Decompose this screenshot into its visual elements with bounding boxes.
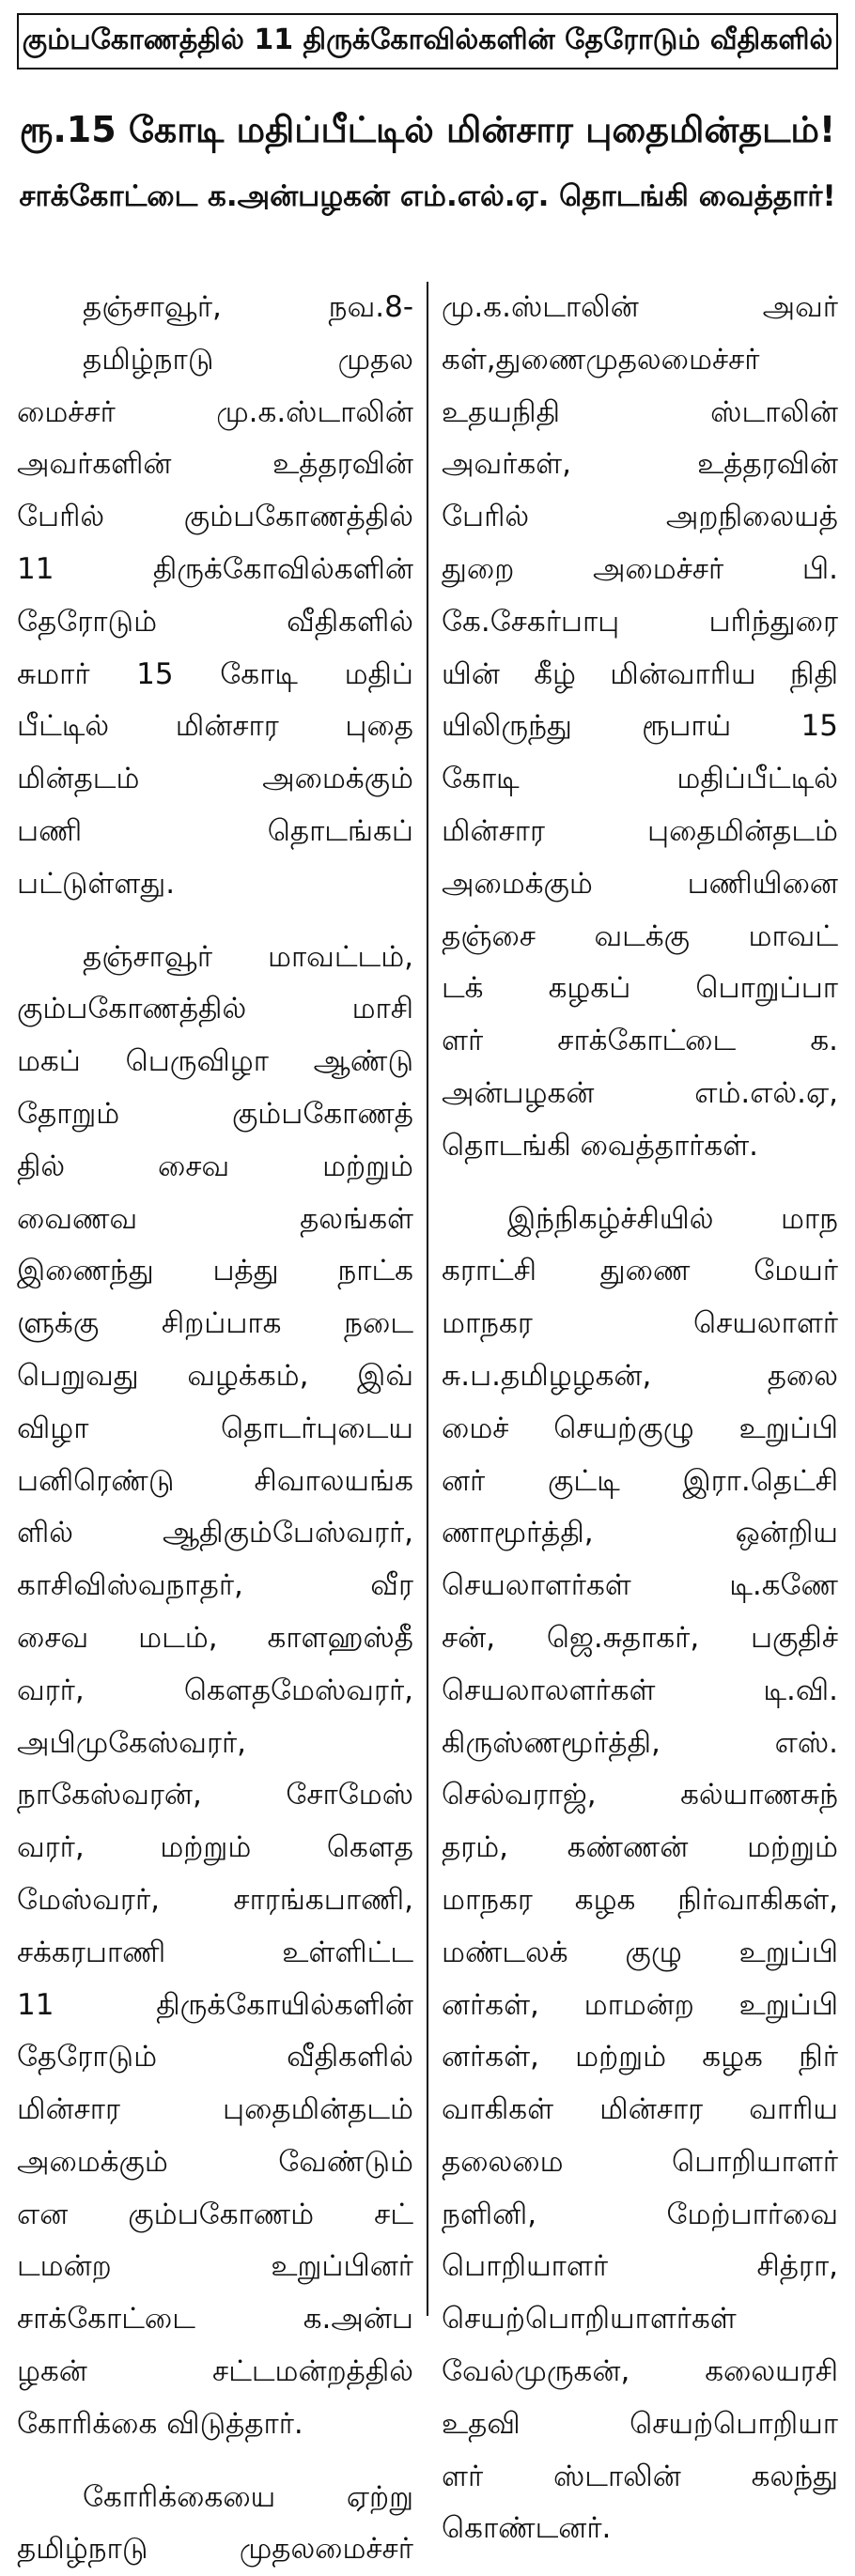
text-line: கொண்டனர். <box>442 2511 612 2546</box>
text-line: மண்டலக் குழு உறுப்பி <box>442 1935 838 1969</box>
text-line: உதவி செயற்பொறியா <box>442 2406 838 2441</box>
text-line: இணைந்து பத்து நாட்க <box>17 1254 413 1288</box>
text-line: நாகேஸ்வரன், சோமேஸ் <box>17 1778 413 1812</box>
text-line: தேரோடும் வீதிகளில் <box>17 2040 413 2075</box>
text-line: அமைக்கும் வேண்டும் <box>17 2144 413 2179</box>
text-line: ணாமூர்த்தி, ஒன்றிய <box>442 1516 838 1550</box>
paragraph-gap <box>17 2451 413 2472</box>
headline: ரூ.15 கோடி மதிப்பீட்டில் மின்சார புதைமின்தடம்! <box>19 109 836 150</box>
text-line: மேஸ்வரர், சாரங்கபாணி, <box>17 1882 413 1917</box>
text-line: சாக்கோட்டை க.அன்ப <box>17 2302 413 2337</box>
text-line: கும்பகோணத்தில் மாசி <box>17 992 413 1026</box>
text-line: அன்பழகன் எம்.எல்.ஏ, <box>442 1075 838 1110</box>
text-line: யின் கீழ் மின்வாரிய நிதி <box>442 656 838 691</box>
kicker-text: கும்பகோணத்தில் 11 திருக்கோவில்களின் தேரோடும் வீதிகளில் <box>22 23 833 56</box>
text-line: செல்வராஜ், கல்யாணசுந் <box>442 1778 838 1812</box>
text-line: வரர், மற்றும் கௌத <box>17 1830 413 1865</box>
text-line: தேரோடும் வீதிகளில் <box>17 604 413 639</box>
text-line: பட்டுள்ளது. <box>17 866 176 901</box>
text-line: செயலாளர்கள் டி.கணே <box>442 1568 838 1603</box>
text-line: என கும்பகோணம் சட் <box>17 2197 413 2231</box>
text-line: பொறியாளர் சித்ரா, <box>442 2249 838 2284</box>
text-line: செயற்பொறியாளர்கள் <box>442 2302 737 2337</box>
text-line: செயலாலளர்கள் டி.வி. <box>442 1673 838 1707</box>
text-line: கோடி மதிப்பீட்டில் <box>442 762 838 796</box>
paragraph-gap <box>17 911 413 932</box>
text-line: மு.க.ஸ்டாலின் அவர் <box>442 290 838 324</box>
text-line: இந்நிகழ்ச்சியில் மாந <box>507 1201 838 1236</box>
text-line: கள்,துணைமுதலமைச்சர் <box>442 342 760 377</box>
text-line: ளர் சாக்கோட்டை க. <box>442 1024 838 1058</box>
text-line: மாநகர கழக நிர்வாகிகள், <box>442 1882 838 1917</box>
text-line: தரம், கண்ணன் மற்றும் <box>442 1830 838 1865</box>
text-line: பனிரெண்டு சிவாலயங்க <box>17 1463 413 1498</box>
text-line: னர் குட்டி இரா.தெட்சி <box>442 1463 838 1498</box>
text-line: விழா தொடர்புடைய <box>17 1411 413 1445</box>
kicker-box <box>17 13 838 69</box>
text-line: அமைக்கும் பணியினை <box>442 866 838 901</box>
text-line: மின்தடம் அமைக்கும் <box>17 762 413 796</box>
text-line: மைச்சர் மு.க.ஸ்டாலின் <box>17 394 413 429</box>
text-line: சுமார் 15 கோடி மதிப் <box>17 656 413 691</box>
text-line: வரர், கௌதமேஸ்வரர், <box>17 1673 413 1707</box>
text-line: ளர் ஸ்டாலின் கலந்து <box>442 2459 838 2493</box>
text-line: தஞ்சாவூர், நவ.8- <box>83 290 413 324</box>
text-line: கராட்சி துணை மேயர் <box>442 1254 838 1288</box>
text-line: வேல்முருகன், கலையரசி <box>442 2354 838 2389</box>
text-line: மின்சார புதைமின்தடம் <box>442 813 838 848</box>
text-line: ழகன் சட்டமன்றத்தில் <box>17 2354 413 2389</box>
text-line: மகப் பெருவிழா ஆண்டு <box>17 1044 413 1079</box>
text-line: கோரிக்கை விடுத்தார். <box>17 2406 303 2441</box>
text-line: தமிழ்நாடு முதலமைச்சர் <box>17 2532 413 2567</box>
left-column <box>17 282 427 2567</box>
text-line: 11 திருக்கோவில்களின் <box>17 551 413 586</box>
text-line: சக்கரபாணி உள்ளிட்ட <box>17 1935 413 1969</box>
text-line: டக் கழகப் பொறுப்பா <box>442 971 838 1006</box>
text-line: பேரில் அறநிலையத் <box>442 500 838 534</box>
text-line: தொடங்கி வைத்தார்கள். <box>442 1128 759 1163</box>
text-line: தஞ்சாவூர் மாவட்டம், <box>83 939 413 974</box>
text-line: தஞ்சை வடக்கு மாவட் <box>442 918 838 953</box>
text-line: வைணவ தலங்கள் <box>17 1201 413 1236</box>
text-line: நளினி, மேற்பார்வை <box>442 2197 838 2231</box>
text-line: னர்கள், மாமன்ற உறுப்பி <box>442 1987 838 2022</box>
text-line: மைச் செயற்குழு உறுப்பி <box>442 1411 838 1445</box>
text-line: கிருஸ்ணமூர்த்தி, எஸ். <box>442 1725 838 1760</box>
text-line: தலைமை பொறியாளர் <box>442 2144 838 2179</box>
article-body <box>17 282 838 2567</box>
text-line: அவர்கள், உத்தரவின் <box>442 447 838 482</box>
text-line: மின்சார புதைமின்தடம் <box>17 2092 413 2127</box>
text-line: பேரில் கும்பகோணத்தில் <box>17 500 413 534</box>
text-line: டமன்ற உறுப்பினர் <box>17 2249 413 2284</box>
text-line: பெறுவது வழக்கம், இவ் <box>17 1358 413 1393</box>
text-line: யிலிருந்து ரூபாய் 15 <box>442 709 838 744</box>
text-line: அவர்களின் உத்தரவின் <box>17 447 413 482</box>
text-line: கோரிக்கையை ஏற்று <box>83 2479 413 2514</box>
text-line: ளுக்கு சிறப்பாக நடை <box>17 1306 413 1341</box>
text-line: தோறும் கும்பகோணத் <box>17 1096 413 1131</box>
text-line: காசிவிஸ்வநாதர், வீர <box>17 1568 413 1603</box>
text-line: தமிழ்நாடு முதல <box>83 342 413 377</box>
text-line: உதயநிதி ஸ்டாலின் <box>442 394 838 429</box>
text-line: மாநகர செயலாளர் <box>442 1306 838 1341</box>
right-column <box>428 282 838 2546</box>
text-line: 11 திருக்கோயில்களின் <box>17 1987 413 2022</box>
text-line: சன், ஜெ.சுதாகர், பகுதிச் <box>442 1620 838 1655</box>
text-line: பணி தொடங்கப் <box>17 813 413 848</box>
paragraph-gap <box>442 1173 838 1194</box>
text-line: வாகிகள் மின்சார வாரிய <box>442 2092 838 2127</box>
text-line: பீட்டில் மின்சார புதை <box>17 709 413 744</box>
subheadline: சாக்கோட்டை க.அன்பழகன் எம்.எல்.ஏ. தொடங்கி வைத்தார்! <box>19 179 836 213</box>
text-line: கே.சேகர்பாபு பரிந்துரை <box>442 604 838 639</box>
text-line: துறை அமைச்சர் பி. <box>442 551 838 586</box>
text-line: னர்கள், மற்றும் கழக நிர் <box>442 2040 838 2075</box>
text-line: சைவ மடம், காளஹஸ்தீ <box>17 1620 413 1655</box>
text-line: தில் சைவ மற்றும் <box>17 1149 413 1183</box>
text-line: சு.ப.தமிழழகன், தலை <box>442 1358 838 1393</box>
text-line: ளில் ஆதிகும்பேஸ்வரர், <box>17 1516 413 1550</box>
text-line: அபிமுகேஸ்வரர், <box>17 1725 247 1760</box>
